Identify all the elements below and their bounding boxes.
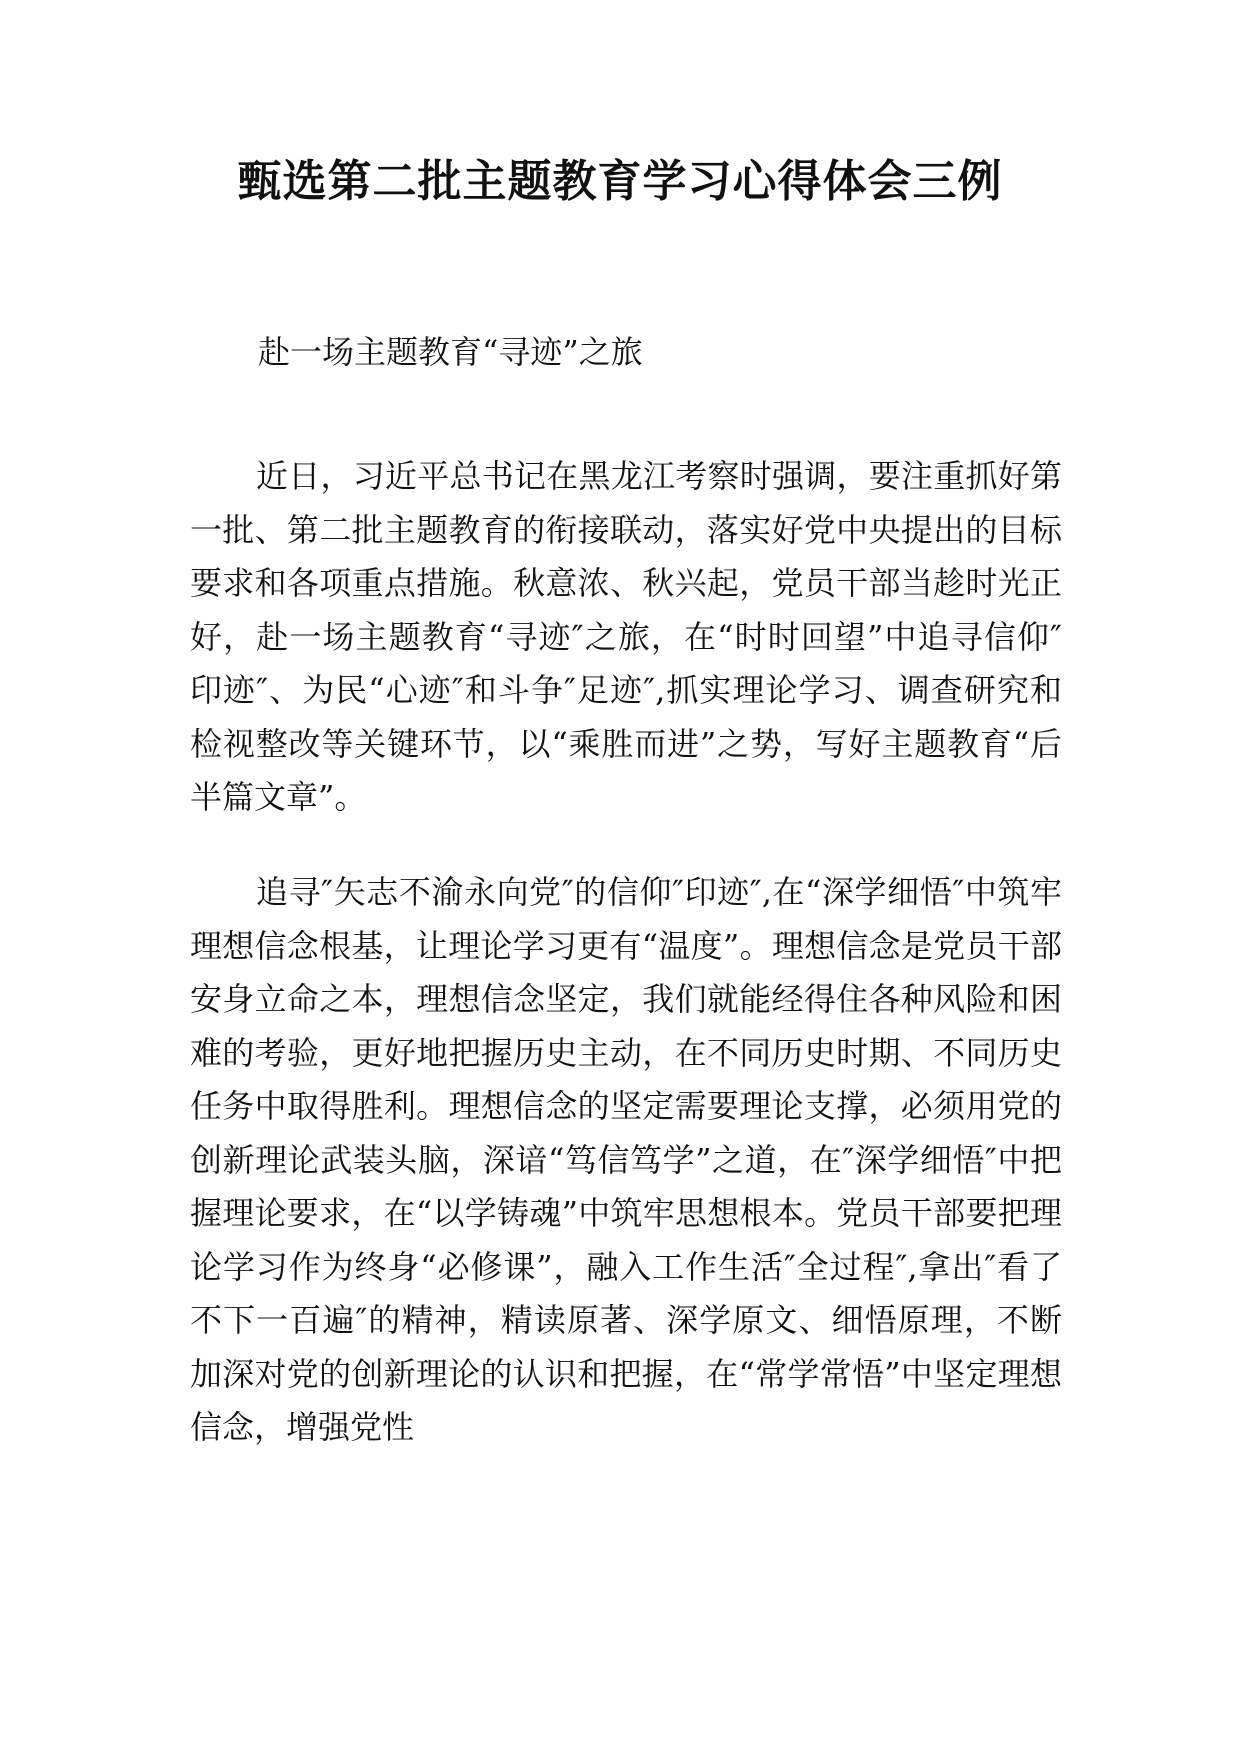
- body-paragraph-2: 追寻″矢志不渝永向党″的信仰″印迹″,在“深学细悟″中筑牢理想信念根基，让理论学习更有“温度”。理想信念是党员干部安身立命之本，理想信念坚定，我们就能经得住各种风险和困难的考验，更好地把握历史主动，在不同历史时期、不同历史任务中取得胜利。理想信念的坚定需要理论支撑，必须用党的创新理论武装头脑，深谙“笃信笃学”之道，在″深学细悟″中把握理论要求，在“以学铸魂”中筑牢思想根本。党员干部要把理论学习作为终身“必修课”，融入工作生活″全过程″,拿出″看了不下一百遍″的精神，精读原著、深学原文、细悟原理，不断加深对党的创新理论的认识和把握，在“常学常悟”中坚定理想信念，增强党性: [190, 873, 1062, 1446]
- body-paragraph-1: 近日，习近平总书记在黑龙江考察时强调，要注重抓好第一批、第二批主题教育的衔接联动，落实好党中央提出的目标要求和各项重点措施。秋意浓、秋兴起，党员干部当趁时光正好，赴一场主题教育“寻迹″之旅，在“时时回望”中追寻信仰″印迹″、为民“心迹″和斗争″足迹″,抓实理论学习、调查研究和检视整改等关键环节，以“乘胜而进”之势，写好主题教育“后半篇文章”。: [190, 457, 1062, 816]
- section-subtitle: 赴一场主题教育“寻迹”之旅: [258, 333, 643, 371]
- document-title: 甄选第二批主题教育学习心得体会三例: [237, 156, 1003, 207]
